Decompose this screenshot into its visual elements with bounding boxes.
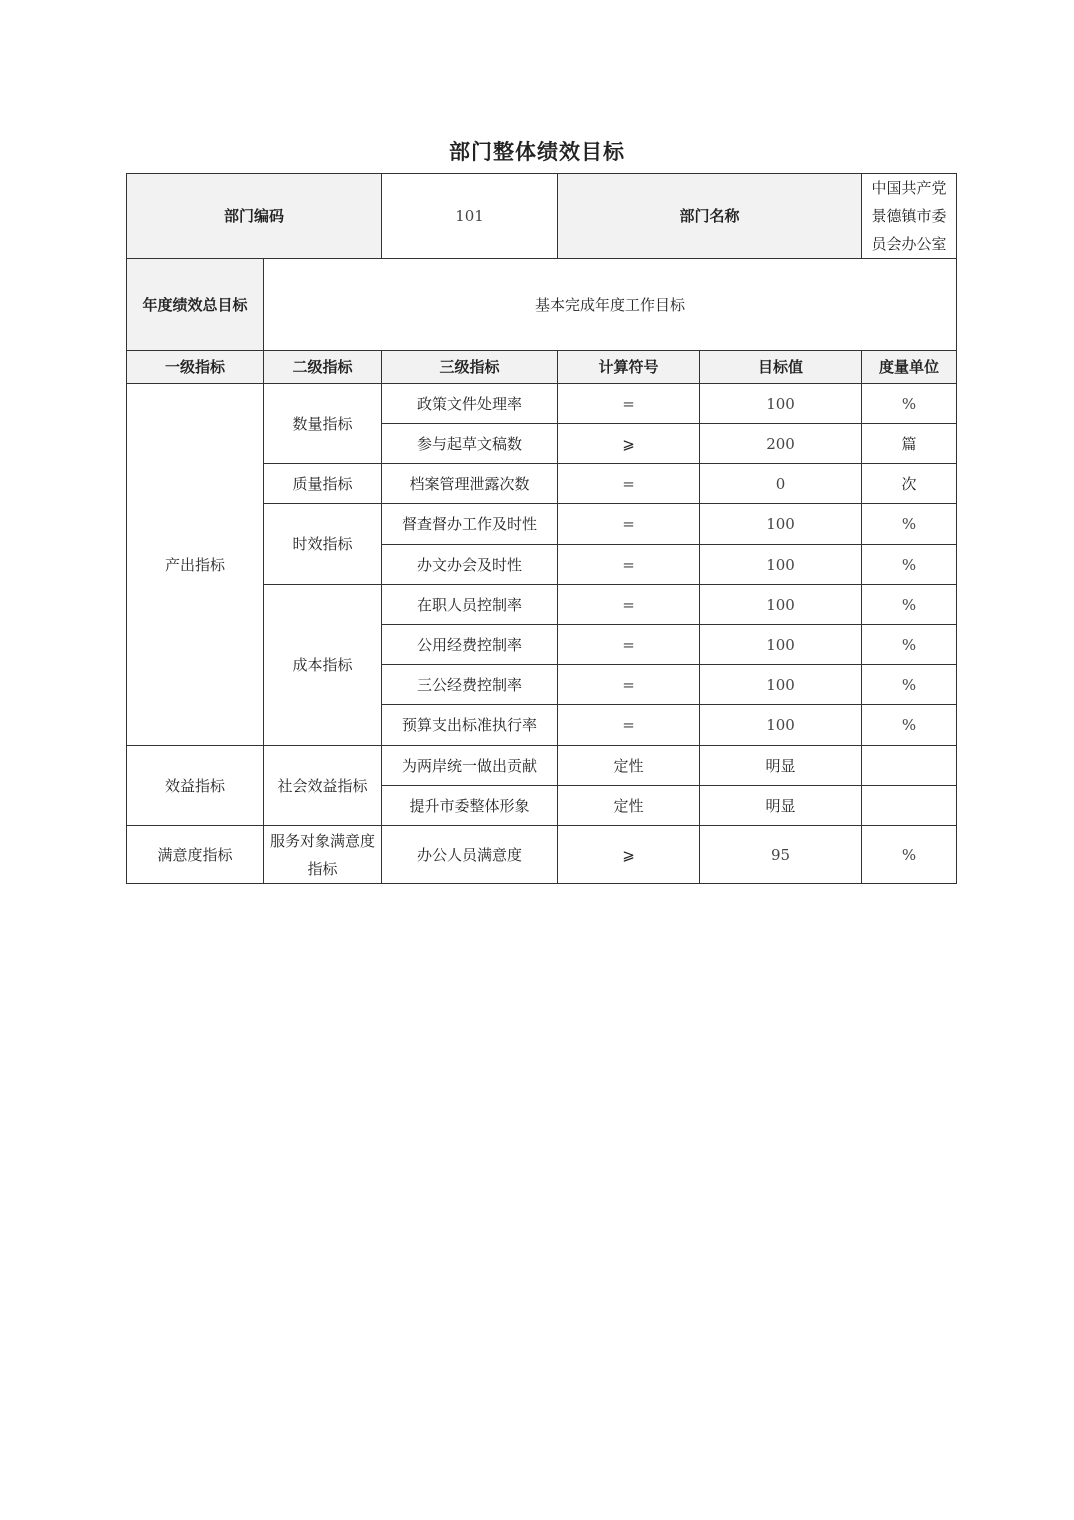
- target-cell: 100: [700, 504, 862, 545]
- symbol-cell: ⩾: [558, 826, 700, 884]
- target-cell: 200: [700, 424, 862, 464]
- symbol-cell: =: [558, 705, 700, 746]
- dept-code-label: 部门编码: [127, 174, 382, 259]
- symbol-cell: =: [558, 545, 700, 585]
- page-title: 部门整体绩效目标: [449, 139, 625, 164]
- header-level2: 二级指标: [264, 351, 382, 384]
- subgroup-cost: 成本指标: [264, 585, 382, 746]
- unit-cell: [862, 746, 957, 786]
- symbol-cell: =: [558, 464, 700, 504]
- unit-cell: %: [862, 826, 957, 884]
- indicator-cell: 公用经费控制率: [382, 625, 558, 665]
- target-cell: 100: [700, 545, 862, 585]
- indicator-cell: 督查督办工作及时性: [382, 504, 558, 545]
- target-cell: 100: [700, 625, 862, 665]
- unit-cell: %: [862, 504, 957, 545]
- unit-cell: %: [862, 585, 957, 625]
- annual-goal-row: [127, 259, 957, 351]
- header-unit: 度量单位: [862, 351, 957, 384]
- indicator-cell: 为两岸统一做出贡献: [382, 746, 558, 786]
- symbol-cell: =: [558, 585, 700, 625]
- header-symbol: 计算符号: [558, 351, 700, 384]
- unit-cell: %: [862, 625, 957, 665]
- subgroup-timeliness: 时效指标: [264, 504, 382, 585]
- table-row: [127, 746, 957, 786]
- subgroup-service: 服务对象满意度指标: [264, 826, 382, 884]
- unit-cell: 次: [862, 464, 957, 504]
- header-level1: 一级指标: [127, 351, 264, 384]
- indicator-cell: 参与起草文稿数: [382, 424, 558, 464]
- unit-cell: %: [862, 545, 957, 585]
- indicator-cell: 办文办会及时性: [382, 545, 558, 585]
- group-benefit: 效益指标: [127, 746, 264, 826]
- target-cell: 100: [700, 665, 862, 705]
- target-cell: 100: [700, 585, 862, 625]
- annual-goal-label: 年度绩效总目标: [127, 259, 264, 351]
- dept-name-label: 部门名称: [558, 174, 862, 259]
- symbol-cell: ⩾: [558, 424, 700, 464]
- symbol-cell: =: [558, 665, 700, 705]
- symbol-cell: =: [558, 384, 700, 424]
- group-satisfaction: 满意度指标: [127, 826, 264, 884]
- unit-cell: %: [862, 705, 957, 746]
- header-target: 目标值: [700, 351, 862, 384]
- indicator-cell: 预算支出标准执行率: [382, 705, 558, 746]
- indicator-cell: 三公经费控制率: [382, 665, 558, 705]
- indicator-cell: 提升市委整体形象: [382, 786, 558, 826]
- header-level3: 三级指标: [382, 351, 558, 384]
- table-row: [127, 826, 957, 884]
- target-cell: 100: [700, 705, 862, 746]
- annual-goal-value: 基本完成年度工作目标: [264, 259, 957, 351]
- symbol-cell: =: [558, 625, 700, 665]
- symbol-cell: 定性: [558, 746, 700, 786]
- unit-cell: %: [862, 665, 957, 705]
- table-row: [127, 384, 957, 424]
- unit-cell: %: [862, 384, 957, 424]
- indicator-cell: 办公人员满意度: [382, 826, 558, 884]
- subgroup-quality: 质量指标: [264, 464, 382, 504]
- indicator-cell: 在职人员控制率: [382, 585, 558, 625]
- target-cell: 明显: [700, 786, 862, 826]
- target-cell: 0: [700, 464, 862, 504]
- unit-cell: [862, 786, 957, 826]
- unit-cell: 篇: [862, 424, 957, 464]
- dept-code-value: 101: [382, 174, 558, 259]
- target-cell: 95: [700, 826, 862, 884]
- target-cell: 100: [700, 384, 862, 424]
- group-output: 产出指标: [127, 384, 264, 746]
- symbol-cell: =: [558, 504, 700, 545]
- performance-table: [126, 173, 957, 884]
- subgroup-quantity: 数量指标: [264, 384, 382, 464]
- indicator-cell: 政策文件处理率: [382, 384, 558, 424]
- target-cell: 明显: [700, 746, 862, 786]
- dept-info-row: [127, 174, 957, 259]
- symbol-cell: 定性: [558, 786, 700, 826]
- table-header-row: [127, 351, 957, 384]
- indicator-cell: 档案管理泄露次数: [382, 464, 558, 504]
- dept-name-value: 中国共产党景德镇市委员会办公室: [862, 174, 957, 259]
- subgroup-social: 社会效益指标: [264, 746, 382, 826]
